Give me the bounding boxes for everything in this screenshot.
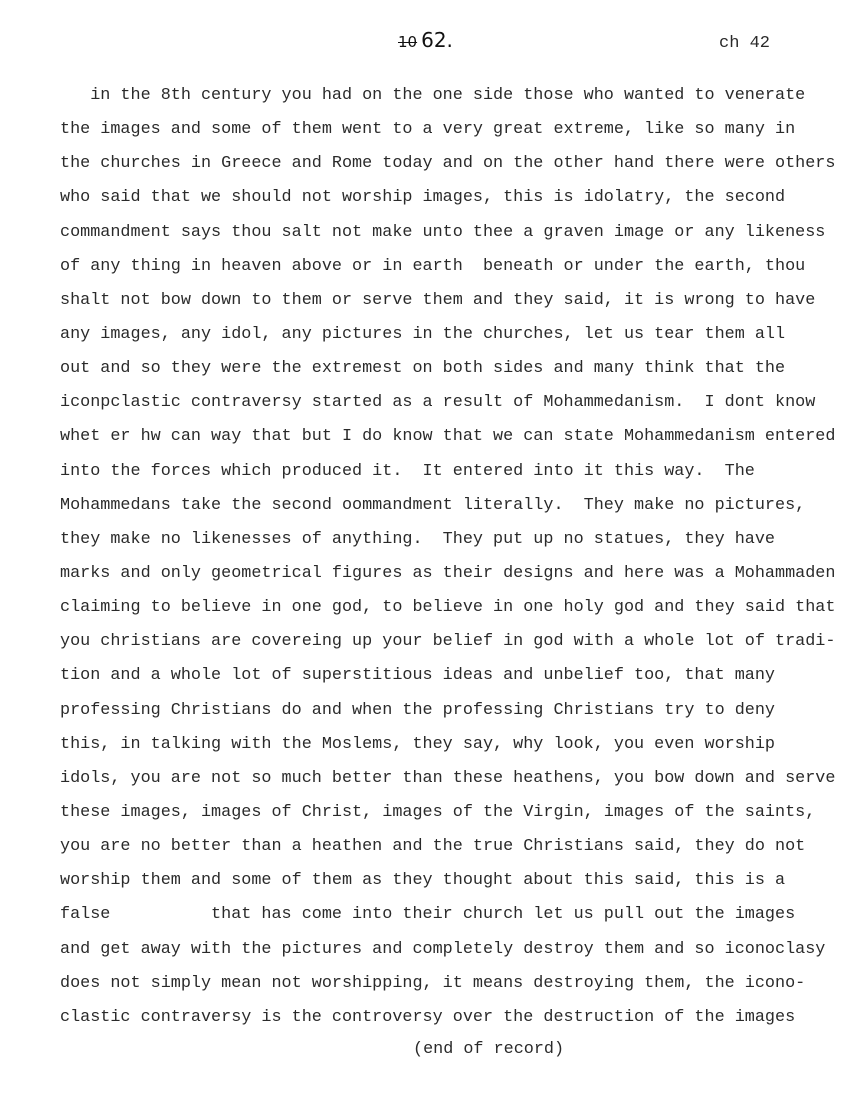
struck-page-number: 10 xyxy=(398,33,418,51)
text-line: in the 8th century you had on the one side those who wanted to venerate xyxy=(60,86,806,105)
text-line: these images, images of Christ, images of the Virgin, images of the saints, xyxy=(60,802,816,822)
text-line: iconpclastic contraversy started as a result of Mohammedanism. I dont know xyxy=(60,393,816,413)
chapter-label: ch 42 xyxy=(719,34,771,53)
text-line: idols, you are not so much better than these heathens, you bow down and serve xyxy=(60,768,836,788)
end-of-record-note: (end of record) xyxy=(413,1040,565,1059)
text-line: clastic contraversy is the controversy over the destruction of the images xyxy=(60,1007,796,1027)
page-number xyxy=(398,28,453,52)
text-line: the images and some of them went to a very great extreme, like so many in xyxy=(60,120,796,140)
text-line: commandment says thou salt not make unto thee a graven image or any likeness xyxy=(60,222,826,242)
handwritten-page-number: 62. xyxy=(421,28,453,52)
text-line: Mohammedans take the second oommandment literally. They make no pictures, xyxy=(60,495,806,515)
text-line: of any thing in heaven above or in earth beneath or under the earth, thou xyxy=(60,256,806,276)
text-line: the churches in Greece and Rome today and on the other hand there were others xyxy=(60,154,836,174)
text-line: this, in talking with the Moslems, they say, why look, you even worship xyxy=(60,734,775,754)
text-line: who said that we should not worship images, this is idolatry, the second xyxy=(60,188,786,208)
text-line: marks and only geometrical figures as their designs and here was a Mohammaden xyxy=(60,563,836,583)
text-line: into the forces which produced it. It entered into it this way. The xyxy=(60,461,755,481)
text-line: does not simply mean not worshipping, it means destroying them, the icono- xyxy=(60,973,806,993)
text-line: false that has come into their church let us pull out the images xyxy=(60,905,796,925)
document-body xyxy=(60,84,850,1040)
text-line: any images, any idol, any pictures in the churches, let us tear them all xyxy=(60,324,786,344)
text-line: tion and a whole lot of superstitious ideas and unbelief too, that many xyxy=(60,666,775,686)
text-line: you are no better than a heathen and the true Christians said, they do not xyxy=(60,837,806,857)
text-line: shalt not bow down to them or serve them and they said, it is wrong to have xyxy=(60,290,816,310)
text-line: claiming to believe in one god, to believe in one holy god and they said that xyxy=(60,598,836,618)
text-line: out and so they were the extremest on both sides and many think that the xyxy=(60,359,786,379)
text-line: worship them and some of them as they thought about this said, this is a xyxy=(60,871,786,891)
text-line: they make no likenesses of anything. They put up no statues, they have xyxy=(60,529,775,549)
text-line: whet er hw can way that but I do know that we can state Mohammedanism entered xyxy=(60,427,836,447)
text-line: professing Christians do and when the professing Christians try to deny xyxy=(60,700,775,720)
text-line: and get away with the pictures and completely destroy them and so iconoclasy xyxy=(60,939,826,959)
text-line: you christians are covereing up your belief in god with a whole lot of tradi- xyxy=(60,632,836,652)
